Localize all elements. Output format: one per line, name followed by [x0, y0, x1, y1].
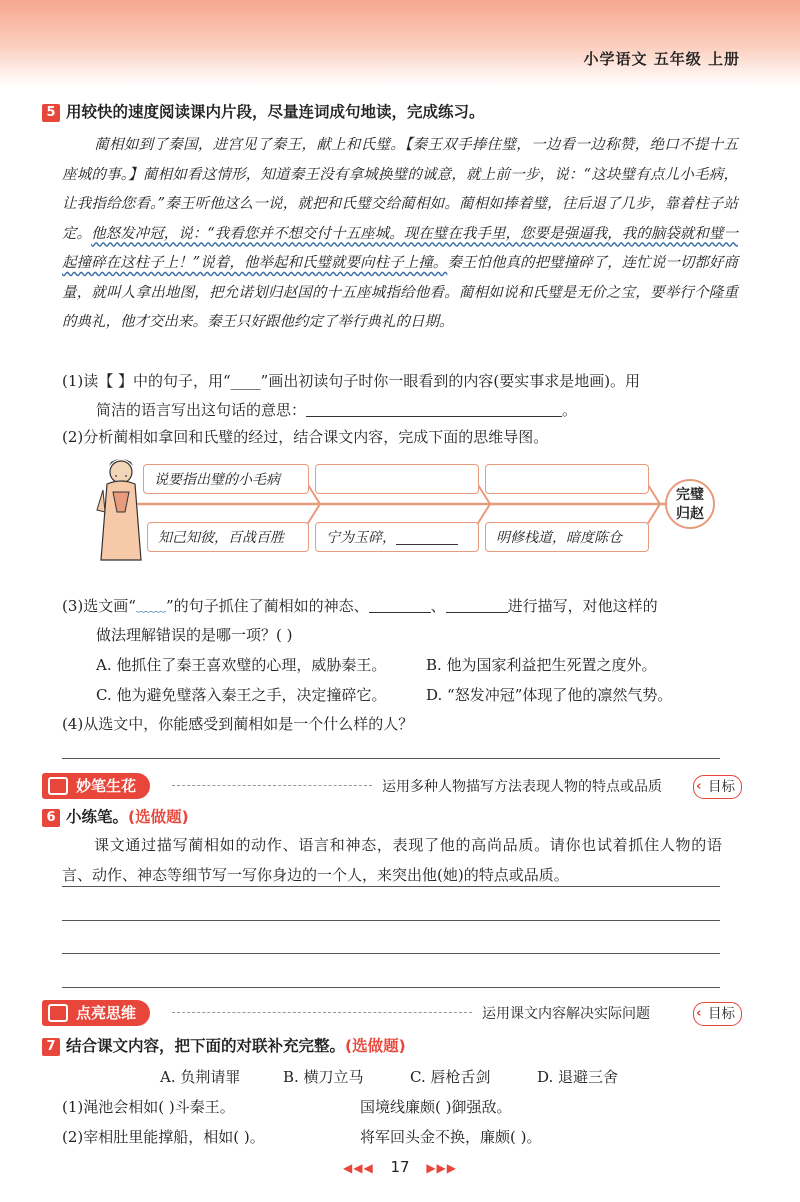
q5-sub1-line2-text: 简洁的语言写出这句话的意思： [96, 401, 307, 419]
mindmap-bottom-2-blank[interactable] [396, 528, 458, 545]
q7-line2-right: 将军回头金不换，廉颇( )。 [360, 1128, 542, 1146]
passage-p5: 秦王怕他真的把璧撞碎了，连忙说一切都好商量，就叫人拿出地图，把允诺划归赵国的十五座城指给他看。蔺相如说和氏璧是无价之宝，要举行个隆重的典礼，他才交出来。秦王只好跟他约定了举行典礼的日期。 [62, 255, 738, 330]
q6-answer-line-3[interactable] [62, 953, 720, 954]
q5-passage [62, 131, 738, 338]
q5-sub3-text-a: (3)选文画“ [62, 597, 136, 615]
mindmap-end-line2: 归赵 [676, 506, 704, 522]
q5-sub2: (2)分析蔺相如拿回和氏璧的经过，结合课文内容，完成下面的思维导图。 [62, 428, 549, 446]
passage-p3: 蔺相如看这情形，知道秦王没有拿城换璧的诚意，就上前一步，说：“这块璧有点儿小毛病，让我指给您看。”秦王听他这么一说，就把和氏璧交给蔺相如。蔺相如捧着璧，往后退了几步，靠着柱子站定。 [62, 166, 738, 242]
q5-sub3-text-c: 进行描写，对他这样的 [507, 597, 658, 615]
section-bar-writing [42, 773, 742, 799]
q5-sub4-answer-line[interactable] [62, 758, 720, 759]
section-bar-thinking [42, 1000, 742, 1026]
q5-sub3-blank-2[interactable] [446, 612, 508, 613]
q7-heading [42, 1034, 406, 1056]
book-info: 小学语文 五年级 上册 [583, 50, 740, 68]
q7-title: 结合课文内容，把下面的对联补充完整。 [66, 1037, 346, 1055]
q5-sub1-line2 [96, 399, 577, 420]
q6-optional-tag: (选做题) [128, 808, 189, 826]
q6-number: 6 [42, 809, 60, 827]
section-divider [172, 785, 372, 786]
q7-number: 7 [42, 1038, 60, 1056]
section-badge-thinking [42, 1000, 150, 1026]
passage-p1: 蔺相如到了秦国，进宫见了秦王，献上和氏璧。 [94, 137, 406, 153]
q5-sub3-option-d[interactable]: D. “怒发冲冠”体现了他的凛然气势。 [426, 686, 673, 704]
q6-answer-line-1[interactable] [62, 886, 720, 887]
q7-option-d[interactable]: D. 退避三舍 [537, 1068, 619, 1086]
section-goal-writing: 运用多种人物描写方法表现人物的特点或品质 [382, 779, 662, 795]
section-badge-writing-label: 妙笔生花 [76, 777, 137, 795]
q7-line1-left: (1)渑池会相如( )斗秦王。 [62, 1098, 235, 1116]
mindmap-top-2-blank[interactable] [315, 464, 479, 494]
q7-optional-tag: (选做题) [345, 1037, 406, 1055]
mindmap-end-line1: 完璧 [676, 487, 704, 503]
q6-title: 小练笔。 [66, 808, 129, 826]
q5-sub1-line1: (1)读【 】中的句子，用“____”画出初读句子时你一眼看到的内容(要实事求是地画)。用 [62, 372, 641, 390]
q5-heading [42, 100, 485, 122]
section-badge-writing [42, 773, 150, 799]
section-goal-thinking: 运用课文内容解决实际问题 [482, 1006, 650, 1022]
q7-option-c[interactable]: C. 唇枪舌剑 [410, 1068, 491, 1086]
q5-sub1-end: 。 [562, 401, 578, 419]
q5-sub3-option-a[interactable]: A. 他抓住了秦王喜欢璧的心理，威胁秦王。 [96, 656, 387, 674]
section-badge-thinking-label: 点亮思维 [76, 1004, 137, 1022]
q6-prompt: 课文通过描写蔺相如的动作、语言和神态，表现了他的高尚品质。请你也试着抓住人物的语言、动作、神态等细节写一写你身边的一个人，来突出他(她)的特点或品质。 [62, 836, 722, 884]
left-arrows-icon: ◀◀◀ [342, 1161, 374, 1175]
q5-instruction: 用较快的速度阅读课内片段，尽量连词成句地读，完成练习。 [66, 103, 485, 121]
q5-sub1-answer-blank[interactable] [306, 416, 562, 417]
q5-sub3-option-c[interactable]: C. 他为避免璧落入秦王之手，决定撞碎它。 [96, 686, 387, 704]
goal-tag-thinking: ‹ 目标 [693, 1002, 742, 1026]
q5-sub3-wavy-mark: ﹏﹏ [135, 597, 166, 615]
q5-sub4: (4)从选文中，你能感受到蔺相如是一个什么样的人？ [62, 715, 414, 733]
q5-sub3-sep: 、 [430, 597, 446, 615]
q7-line2-left: (2)宰相肚里能撑船，相如( )。 [62, 1128, 265, 1146]
q5-sub3-line1 [62, 595, 658, 616]
book-icon [48, 777, 68, 795]
header-band [0, 0, 800, 86]
q5-sub3-option-b[interactable]: B. 他为国家利益把生死置之度外。 [426, 656, 657, 674]
right-arrows-icon: ▶▶▶ [426, 1161, 458, 1175]
q5-sub3-blank-1[interactable] [369, 612, 431, 613]
q7-line1-right: 国境线廉颇( )御强敌。 [360, 1098, 512, 1116]
book-icon [48, 1004, 68, 1022]
mindmap-bottom-2 [315, 522, 479, 552]
goal-tag-writing: ‹ 目标 [693, 775, 742, 799]
passage-wavy: 他怒发冲冠，说：“我看您并不想交付十五座城。现在璧在我手里，您要是强逼我，我的脑袋就和璧一起撞碎在这柱子上！”说着，他举起和氏璧就要向柱子上撞。 [62, 225, 738, 271]
mindmap-top-3-blank[interactable] [485, 464, 649, 494]
mindmap [95, 452, 720, 564]
q6-answer-line-2[interactable] [62, 920, 720, 921]
q6-answer-line-4[interactable] [62, 987, 720, 988]
q7-option-a[interactable]: A. 负荆请罪 [160, 1068, 241, 1086]
q7-option-b[interactable]: B. 横刀立马 [283, 1068, 364, 1086]
mindmap-bottom-1: 知己知彼，百战百胜 [147, 522, 309, 552]
section-divider [172, 1012, 472, 1013]
mindmap-top-1: 说要指出璧的小毛病 [143, 464, 309, 494]
q5-sub3-text-b: ”的句子抓住了蔺相如的神态、 [165, 597, 369, 615]
passage-bracketed: 【秦王双手捧住璧，一边看一边称赞，绝口不提十五座城的事。】 [62, 137, 738, 183]
mindmap-bottom-3: 明修栈道，暗度陈仓 [485, 522, 649, 552]
q5-sub3-line2: 做法理解错误的是哪一项？( ) [96, 626, 293, 644]
mindmap-bottom-2-prefix: 宁为玉碎， [326, 530, 396, 546]
mindmap-end-circle [665, 479, 715, 529]
q5-number: 5 [42, 104, 60, 122]
page-number [0, 1158, 800, 1176]
q6-heading [42, 805, 189, 827]
page-number-value: 17 [390, 1158, 410, 1176]
